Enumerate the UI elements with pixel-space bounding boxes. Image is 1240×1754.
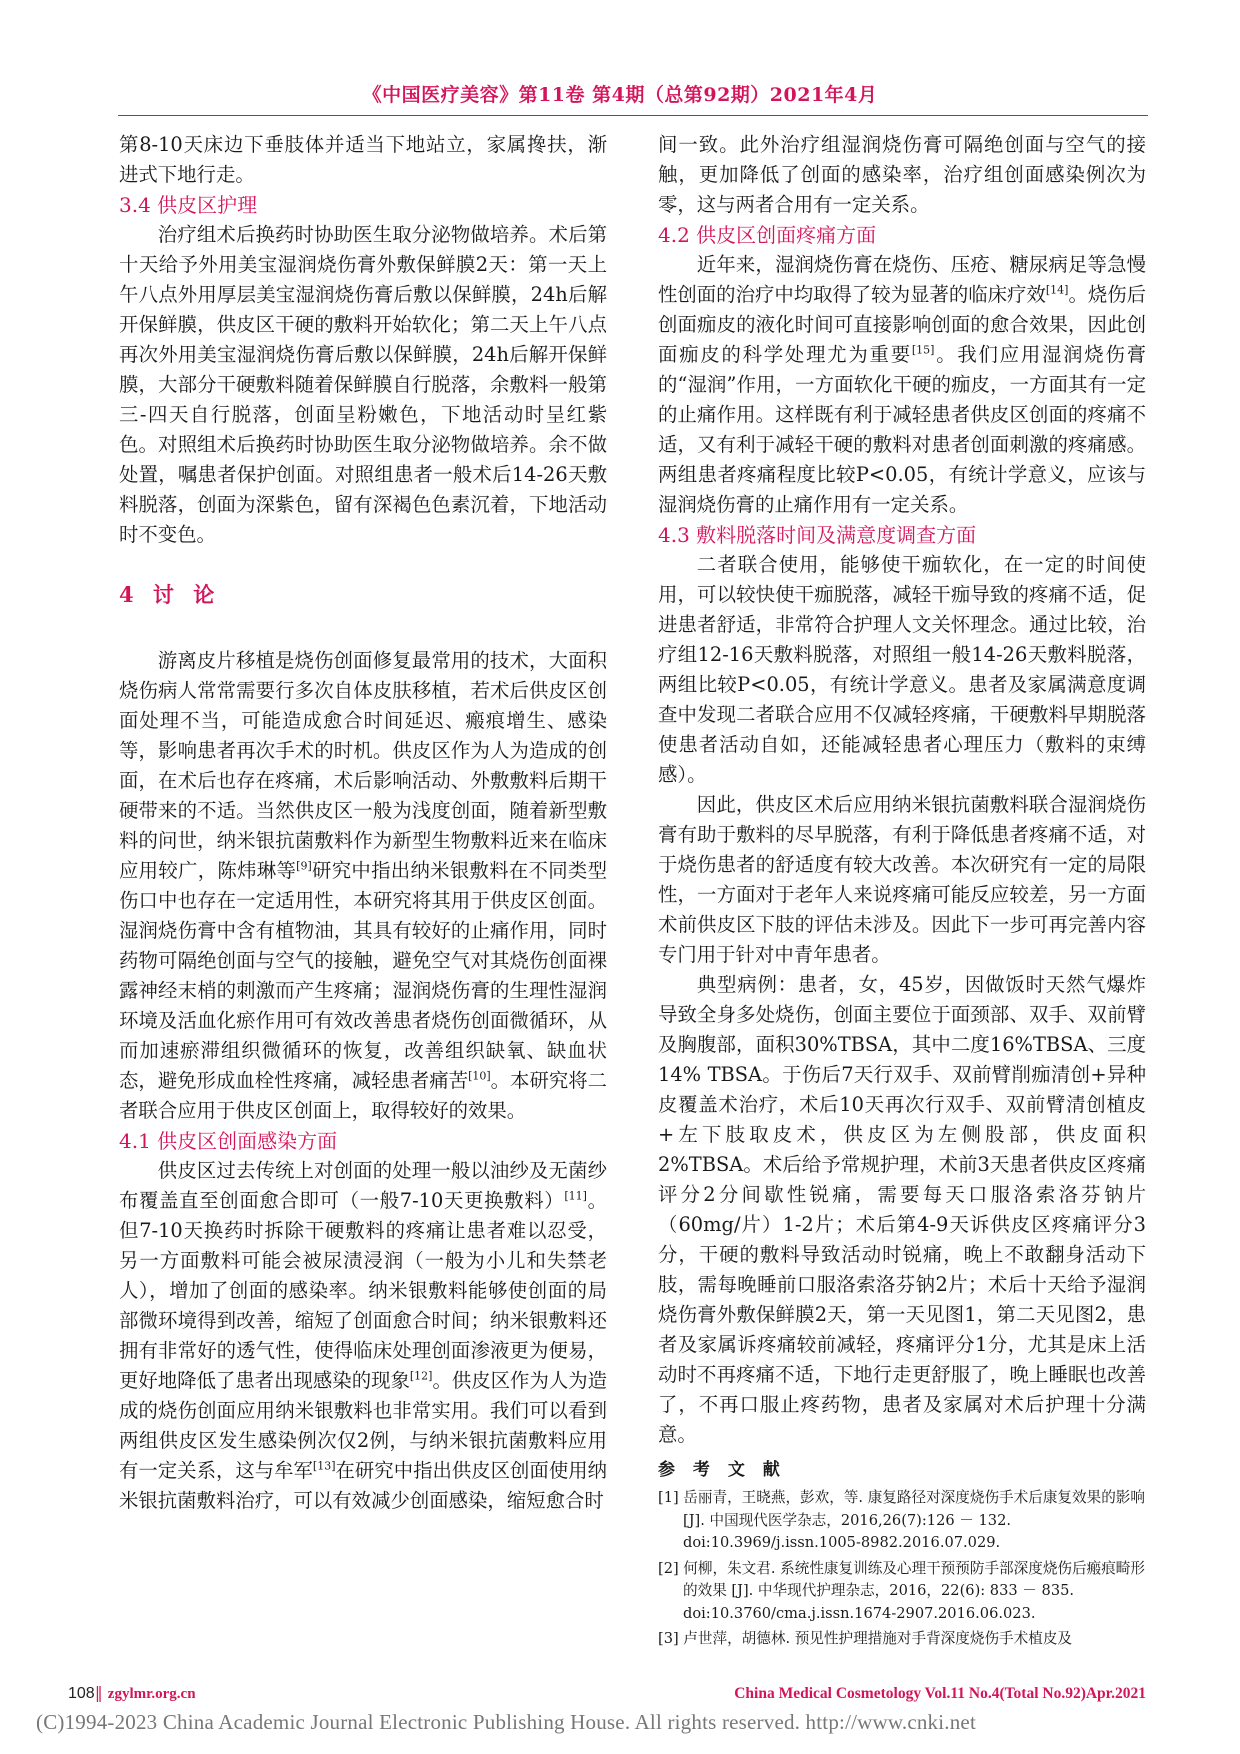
paragraph-continued: 间一致。此外治疗组湿润烧伤膏可隔绝创面与空气的接触，更加降低了创面的感染率，治疗组创面感染例次为零，这与两者合用有一定关系。 (658, 133, 1146, 216)
text-span: 游离皮片移植是烧伤创面修复最常用的技术，大面积烧伤病人常常需要行多次自体皮肤移植，若术后供皮区创面处理不当，可能造成愈合时间延迟、瘢痕增生、感染等，影响患者再次手术的时机。供皮区作为人为造成的创面，在术后也存在疼痛，术后影响活动、外敷敷料后期干硬带来的不适。当然供皮区一般为浅度创面，随着新型敷料的问世，纳米银抗菌敷料作为新型生物敷料近来在临床应用较广，陈炜琳等 (119, 649, 607, 882)
header-rule (118, 115, 1148, 116)
text-span: 。烧伤后创面痂皮的液化时间可直接影响创面的愈合效果，因此创面痂皮的科学处理尤为重要 (658, 283, 1147, 366)
section-4-3-body: 二者联合使用，能够使干痂软化，在一定的时间使用，可以较快使干痂脱落，减轻干痂导致的疼痛不适，促进患者舒适，非常符合护理人文关怀理念。通过比较，治疗组12-16天敷料脱落，对照组一般14-26天敷料脱落，两组比较P<0.05，有统计学意义。患者及家属满意度调查中发现二者联合应用不仅减轻疼痛，干硬敷料早期脱落使患者活动自如，还能减轻患者心理压力（敷料的束缚感）。 (658, 553, 1146, 786)
footer-journal-info: China Medical Cosmetology Vol.11 No.4(Total No.92)Apr.2021 (734, 1685, 1146, 1702)
text-span: 供皮区过去传统上对创面的处理一般以油纱及无菌纱布覆盖直至创面愈合即可（一般7-10天更换敷料） (119, 1159, 607, 1212)
citation[interactable]: [14] (1045, 283, 1069, 297)
journal-site-link[interactable]: zgylmr.org.cn (107, 1686, 196, 1702)
footer-left (68, 1683, 196, 1703)
section-3-4-heading: 3.4 供皮区护理 (119, 193, 258, 217)
text-span: 在研究中指出供皮区创面使用纳米银抗菌敷料治疗，可以有效减少创面感染，缩短愈合时 (119, 1459, 608, 1512)
paragraph-continued: 第8-10天床边下垂肢体并适当下地站立，家属搀扶，渐进式下地行走。 (119, 133, 607, 186)
reference-item: [2] 何柳，朱文君. 系统性康复训练及心理干预预防手部深度烧伤后瘢痕畸形的效果 [J]. 中华现代护理杂志，2016，22(6): 833 － 835. doi:10.3760/cma.j.issn.1674-2907.2016.06.023. (658, 1559, 1145, 1622)
conclusion-paragraph: 因此，供皮区术后应用纳米银抗菌敷料联合湿润烧伤膏有助于敷料的尽早脱落，有利于降低患者疼痛不适，对于烧伤患者的舒适度有较大改善。本次研究有一定的局限性，一方面对于老年人来说疼痛可能反应较差，另一方面术前供皮区下肢的评估未涉及。因此下一步可再完善内容专门用于针对中青年患者。 (658, 793, 1146, 966)
text-span: 。本研究将二者联合应用于供皮区创面上，取得较好的效果。 (119, 1069, 608, 1122)
discussion-paragraph (119, 646, 607, 1126)
section-4-2-heading: 4.2 供皮区创面疼痛方面 (658, 223, 877, 247)
journal-header: 《中国医疗美容》第11卷 第4期（总第92期）2021年4月 (362, 84, 878, 106)
section-3-4-body: 治疗组术后换药时协助医生取分泌物做培养。术后第十天给予外用美宝湿润烧伤膏外敷保鲜膜2天：第一天上午八点外用厚层美宝湿润烧伤膏后敷以保鲜膜，24h后解开保鲜膜，供皮区干硬的敷料开始软化；第二天上午八点再次外用美宝湿润烧伤膏后敷以保鲜膜，24h后解开保鲜膜，大部分干硬敷料随着保鲜膜自行脱落，余敷料一般第三-四天自行脱落，创面呈粉嫩色，下地活动时呈红紫色。对照组术后换药时协助医生取分泌物做培养。余不做处置，嘱患者保护创面。对照组患者一般术后14-26天敷料脱落，创面为深紫色，留有深褐色色素沉着，下地活动时不变色。 (119, 223, 607, 546)
text-span: 。供皮区作为人为造成的烧伤创面应用纳米银敷料也非常实用。我们可以看到两组供皮区发生感染例次仅2例，与纳米银抗菌敷料应用有一定关系，这与牟军 (119, 1369, 608, 1482)
section-4-1-heading: 4.1 供皮区创面感染方面 (119, 1129, 338, 1153)
text-span: 近年来，湿润烧伤膏在烧伤、压疮、糖尿病足等急慢性创面的治疗中均取得了较为显著的临床疗效 (658, 253, 1146, 306)
citation[interactable]: [11] (564, 1189, 587, 1203)
case-report-paragraph: 典型病例：患者，女，45岁，因做饭时天然气爆炸导致全身多处烧伤，创面主要位于面颈部、双手、双前臂及胸腹部，面积30%TBSA，其中二度16%TBSA、三度14% TBSA。于伤后7天行双手、双前臂削痂清创+异种皮覆盖术治疗，术后10天再次行双手、双前臂清创植皮+左下肢取皮术，供皮区为左侧股部，供皮面积2%TBSA。术后给予常规护理，术前3天患者供皮区疼痛评分2分间歇性锐痛，需要每天口服洛索洛芬钠片（60mg/片）1-2片；术后第4-9天诉供皮区疼痛评分3分，干硬的敷料导致活动时锐痛，晚上不敢翻身活动下肢，需每晚睡前口服洛索洛芬钠2片；术后十天给予湿润烧伤膏外敷保鲜膜2天，第一天见图1，第二天见图2，患者及家属诉疼痛较前减轻，疼痛评分1分，尤其是床上活动时不再疼痛不适，下地行走更舒服了，晚上睡眠也改善了，不再口服止疼药物，患者及家属对术后护理十分满意。 (658, 973, 1146, 1446)
right-column (658, 130, 1146, 1651)
text-span: 。但7-10天换药时拆除干硬敷料的疼痛让患者难以忍受，另一方面敷料可能会被尿渍浸润（一般为小儿和失禁老人），增加了创面的感染率。纳米银敷料能够使创面的局部微环境得到改善，缩短了创面愈合时间；纳米银敷料还拥有非常好的透气性，使得临床处理创面渗液更为便易，更好地降低了患者出现感染的现象 (119, 1189, 608, 1392)
section-4-2-body (658, 250, 1146, 520)
copyright-notice: (C)1994-2023 China Academic Journal Electronic Publishing House. All rights reserved. http://www.cnki.net (36, 1710, 976, 1734)
citation[interactable]: [12] (409, 1369, 433, 1383)
left-column (119, 130, 607, 1516)
reference-item: [1] 岳丽青，王晓燕，彭欢，等. 康复路径对深度烧伤手术后康复效果的影响 [J]. 中国现代医学杂志，2016,26(7):126 － 132. doi:10.3969/j.issn.1005-8982.2016.07.029. (658, 1489, 1145, 1551)
section-4-3-heading: 4.3 敷料脱落时间及满意度调查方面 (658, 523, 977, 547)
section-4-heading: 4 讨 论 (119, 582, 221, 607)
citation[interactable]: [10] (468, 1069, 491, 1083)
footer-divider: ‖ (94, 1683, 103, 1702)
citation[interactable]: [13] (312, 1459, 336, 1473)
reference-item: [3] 卢世萍，胡德林. 预见性护理措施对手背深度烧伤手术植皮及 (658, 1630, 1073, 1647)
text-span: 研究中指出纳米银敷料在不同类型伤口中也存在一定适用性，本研究将其用于供皮区创面。湿润烧伤膏中含有植物油，其具有较好的止痛作用，同时药物可隔绝创面与空气的接触，避免空气对其烧伤创面裸露神经末梢的刺激而产生疼痛；湿润烧伤膏的生理性湿润环境及活血化瘀作用可有效改善患者烧伤创面微循环，从而加速瘀滞组织微循环的恢复，改善组织缺氧、缺血状态，避免形成血栓性疼痛，减轻患者痛苦 (119, 859, 608, 1092)
references-heading: 参 考 文 献 (658, 1460, 786, 1480)
text-span: 。我们应用湿润烧伤膏的“湿润”作用，一方面软化干硬的痂皮，一方面其有一定的止痛作用。这样既有利于减轻患者供皮区创面的疼痛不适，又有利于减轻干硬的敷料对患者创面刺激的疼痛感。两组患者疼痛程度比较P<0.05，有统计学意义，应该与湿润烧伤膏的止痛作用有一定关系。 (658, 343, 1147, 516)
page-number: 108 (68, 1685, 95, 1702)
citation[interactable]: [9] (296, 859, 312, 873)
citation[interactable]: [15] (911, 343, 935, 357)
section-4-1-body (119, 1156, 607, 1516)
